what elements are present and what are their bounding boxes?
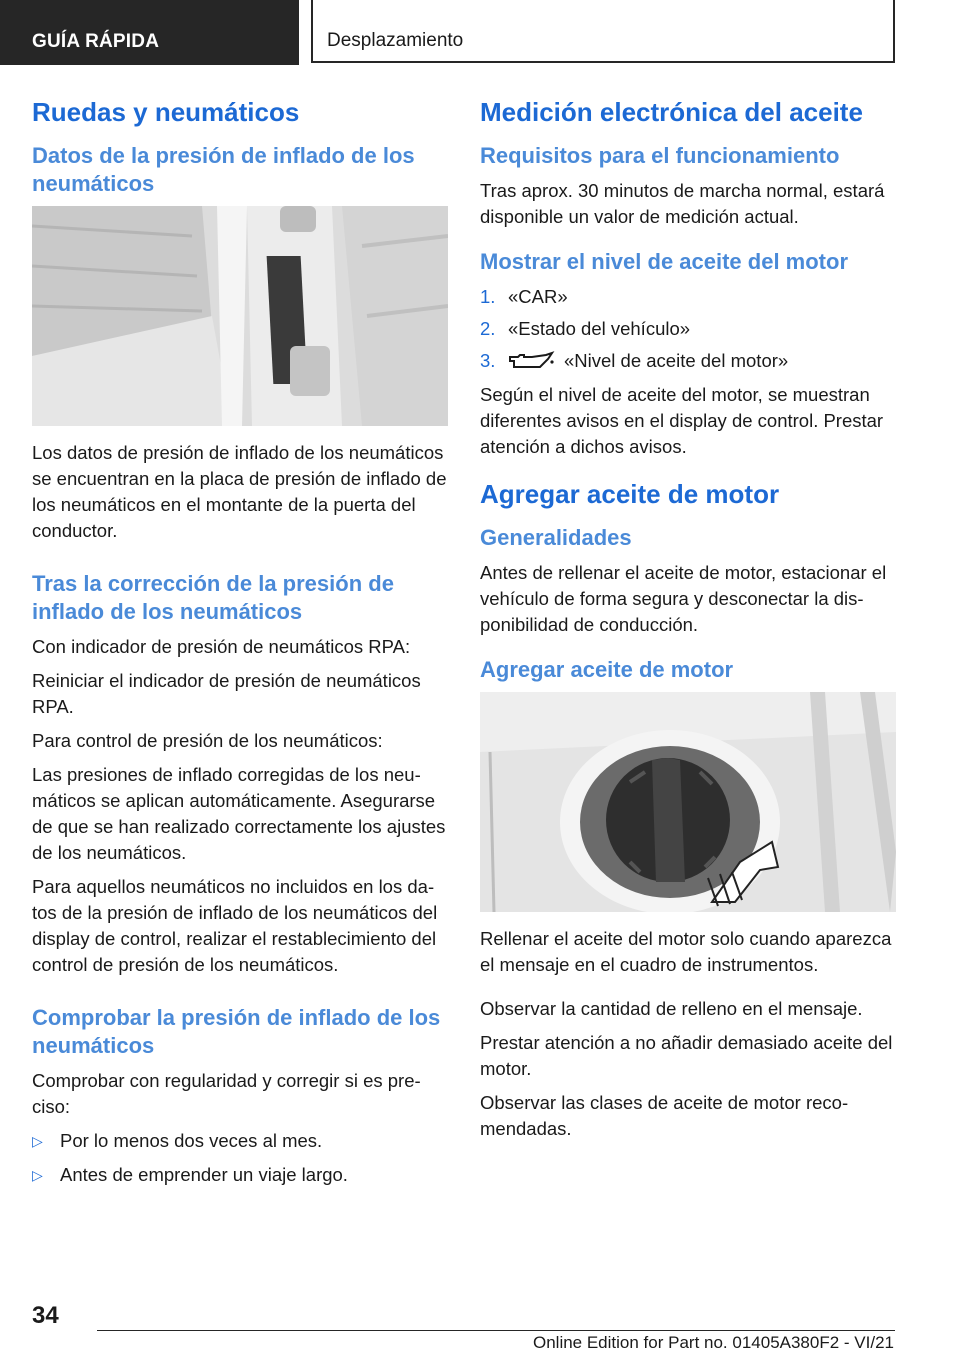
topic-tab[interactable]: Desplazamiento bbox=[311, 0, 895, 63]
heading-oil-measurement: Medición electrónica del aceite bbox=[480, 97, 863, 127]
general-text: Antes de rellenar el aceite de motor, estacionar el vehículo de forma segura y desconectar la disponibilidad de conducción. bbox=[480, 562, 887, 635]
oil-classes-text: Observar las clases de aceite de motor recomendadas. bbox=[480, 1092, 849, 1139]
pressure-data-text: Los datos de presión de inflado de los neumáticos se encuentran en la placa de presión de inflado de los neumáticos en el montante de la puerta del conductor. bbox=[32, 442, 447, 541]
heading-add-oil: Agregar aceite de motor bbox=[480, 479, 780, 509]
door-pillar-placard-image bbox=[32, 206, 448, 426]
section-tab[interactable]: GUÍA RÁPIDA bbox=[0, 0, 299, 65]
step-item: 2. «Estado del vehículo» bbox=[480, 318, 691, 339]
rpa-intro-text: Con indicador de presión de neumáticos RPA: bbox=[32, 636, 411, 657]
heading-pressure-data: Datos de la presión de inflado de los neumáticos bbox=[32, 143, 415, 196]
observe-quantity-text: Observar la cantidad de relleno en el mensaje. bbox=[480, 998, 863, 1019]
heading-after-correction: Tras la corrección de la presión de inflado de los neumáticos bbox=[32, 571, 394, 624]
heading-show-oil-level: Mostrar el nivel de aceite del motor bbox=[480, 249, 849, 274]
heading-wheels-tires: Ruedas y neumáticos bbox=[32, 97, 300, 127]
heading-requirements: Requisitos para el funcionamiento bbox=[480, 143, 840, 168]
requirements-text: Tras aprox. 30 minutos de marcha normal, estará disponible un valor de medición actual. bbox=[480, 180, 885, 227]
heading-check-pressure: Comprobar la presión de inflado de los neumáticos bbox=[32, 1005, 441, 1058]
rpa-reset-text: Reiniciar el indicador de presión de neumáticos RPA. bbox=[32, 670, 421, 717]
check-pressure-text: Comprobar con regularidad y corregir si es preciso: bbox=[32, 1070, 421, 1117]
list-item: ▷ Por lo menos dos veces al mes. bbox=[32, 1128, 448, 1154]
heading-general: Generalidades bbox=[480, 525, 632, 550]
right-column bbox=[480, 96, 896, 1150]
refill-when-text: Rellenar el aceite del motor solo cuando aparezca el mensaje en el cuadro de instrumentos. bbox=[480, 928, 892, 975]
control-auto-text: Las presiones de inflado corregidas de los neumáticos se aplican automáticamente. Asegurarse de que se han realizado correctamente los ajustes de los neumáticos. bbox=[32, 764, 446, 863]
heading-add-oil-sub: Agregar aceite de motor bbox=[480, 657, 734, 682]
list-item: ▷ Antes de emprender un viaje largo. bbox=[32, 1162, 448, 1188]
page-number: 34 bbox=[32, 1302, 59, 1329]
oil-level-warnings-text: Según el nivel de aceite del motor, se muestran diferentes avisos en el display de control. Prestar atención a dichos avisos. bbox=[480, 384, 884, 457]
triangle-bullet-icon: ▷ bbox=[32, 1133, 43, 1149]
no-excess-text: Prestar atención a no añadir demasiado aceite del motor. bbox=[480, 1032, 893, 1079]
control-other-text: Para aquellos neumáticos no incluidos en los datos de la presión de inflado de los neumáticos del display de control, realizar el restablecimiento del control de presión de los neumáticos. bbox=[32, 876, 438, 975]
step-item: 3. «Nivel de aceite del motor» bbox=[480, 350, 789, 371]
edition-text: Online Edition for Part no. 01405A380F2 - VI/21 bbox=[532, 1333, 894, 1352]
oil-filler-cap-image bbox=[480, 692, 896, 912]
oil-can-icon bbox=[508, 351, 556, 371]
oil-level-steps bbox=[480, 284, 896, 374]
footer-divider bbox=[97, 1330, 895, 1331]
control-intro-text: Para control de presión de los neumáticos: bbox=[32, 730, 383, 751]
left-column bbox=[32, 96, 448, 1196]
check-list bbox=[32, 1128, 448, 1188]
step-item: 1. «CAR» bbox=[480, 286, 568, 307]
triangle-bullet-icon: ▷ bbox=[32, 1167, 43, 1183]
